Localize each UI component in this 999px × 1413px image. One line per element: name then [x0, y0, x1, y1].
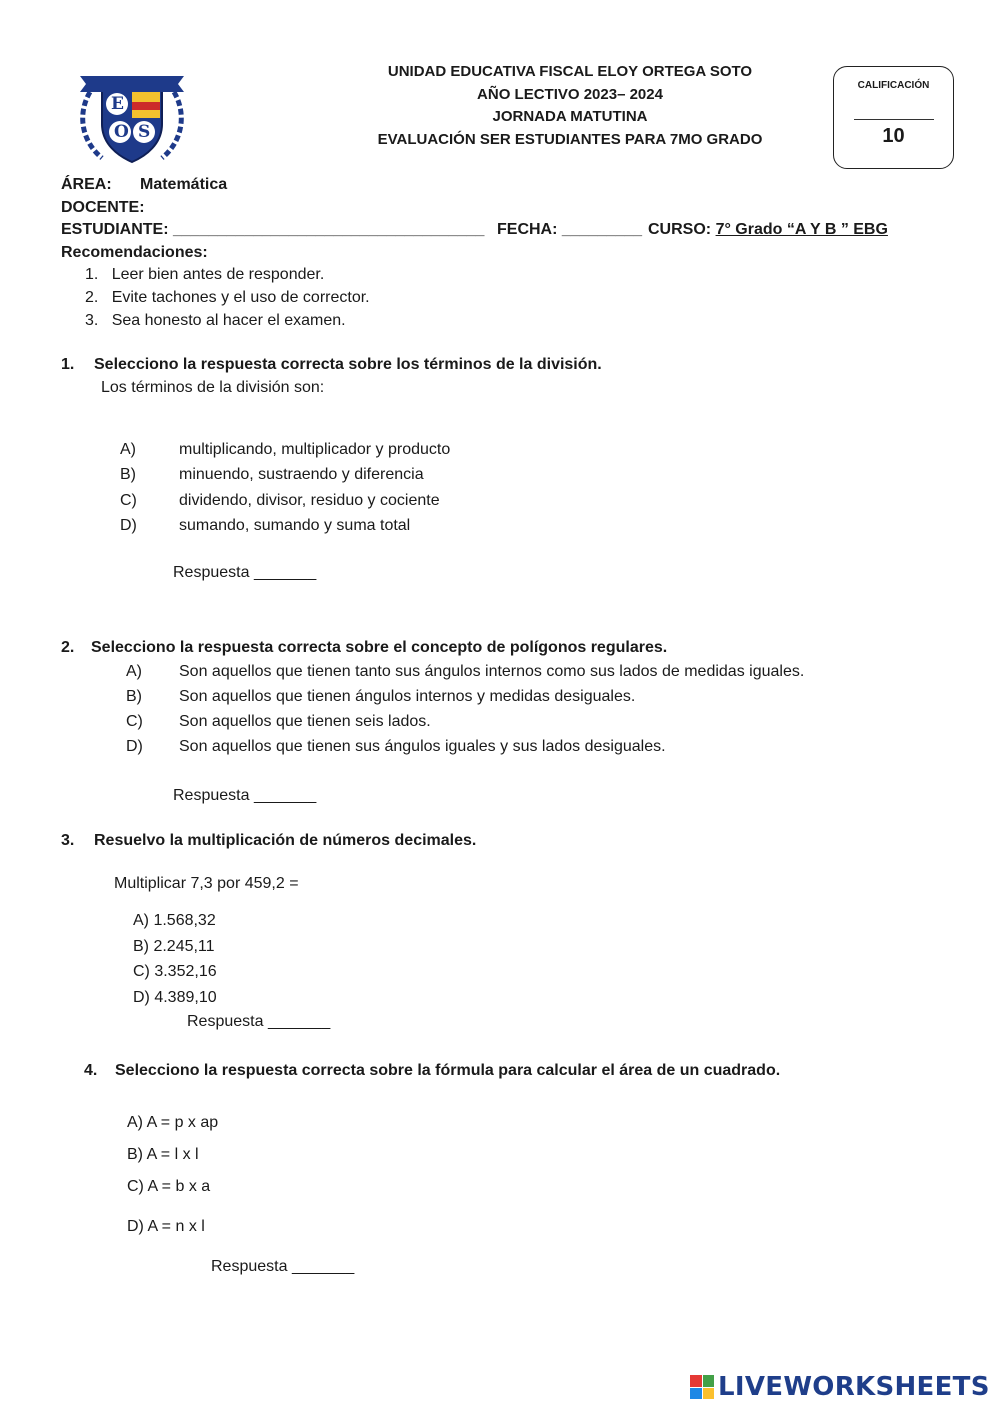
curso-value: 7° Grado “A Y B ” EBG — [715, 221, 888, 238]
question-1-number: 1. — [61, 356, 75, 373]
question-3-number: 3. — [61, 832, 75, 849]
school-logo — [72, 62, 192, 168]
student-field[interactable]: ESTUDIANTE: ___________________________________ — [61, 221, 485, 238]
question-1-title: Selecciono la respuesta correcta sobre los términos de la división. — [94, 356, 602, 373]
question-1-subtitle: Los términos de la división son: — [101, 379, 325, 396]
option-letter: A) — [126, 663, 142, 680]
answer-field[interactable]: Respuesta _______ — [173, 787, 317, 804]
question-2-number: 2. — [61, 639, 75, 656]
option-text[interactable]: C) 3.352,16 — [133, 963, 217, 980]
recommendation-item: 1. Leer bien antes de responder. — [85, 266, 325, 283]
option-letter: C) — [120, 492, 137, 509]
option-text[interactable]: minuendo, sustraendo y diferencia — [179, 466, 424, 483]
question-4-title: Selecciono la respuesta correcta sobre la fórmula para calcular el área de un cuadrado. — [115, 1062, 781, 1079]
option-text[interactable]: D) A = n x l — [127, 1218, 205, 1235]
option-letter: A) — [120, 441, 136, 458]
answer-field[interactable]: Respuesta _______ — [173, 564, 317, 581]
curso-label: CURSO: — [648, 221, 716, 238]
area-label: ÁREA: — [61, 176, 112, 193]
liveworksheets-brand[interactable] — [690, 1372, 990, 1402]
grade-label: CALIFICACIÓN — [857, 80, 930, 91]
school-year: AÑO LECTIVO 2023– 2024 — [477, 86, 663, 103]
question-4-number: 4. — [84, 1062, 98, 1079]
option-text[interactable]: Son aquellos que tienen tanto sus ángulos internos como sus lados de medidas iguales. — [179, 663, 805, 680]
grade-value: 10 — [882, 125, 905, 147]
option-text[interactable]: Son aquellos que tienen seis lados. — [179, 713, 431, 730]
docente-label: DOCENTE: — [61, 199, 145, 216]
option-text[interactable]: Son aquellos que tienen ángulos internos y medidas desiguales. — [179, 688, 636, 705]
grade-box — [833, 66, 954, 169]
fecha-field[interactable]: FECHA: _________ — [497, 221, 642, 238]
area-value: Matemática — [140, 176, 228, 193]
session: JORNADA MATUTINA — [492, 108, 648, 125]
answer-field[interactable]: Respuesta _______ — [211, 1258, 355, 1275]
liveworksheets-icon — [690, 1375, 714, 1399]
question-3-title: Resuelvo la multiplicación de números decimales. — [94, 832, 477, 849]
option-text[interactable]: A) 1.568,32 — [133, 912, 216, 929]
option-letter: B) — [126, 688, 142, 705]
recommendation-item: 2. Evite tachones y el uso de corrector. — [85, 289, 370, 306]
evaluation-title: EVALUACIÓN SER ESTUDIANTES PARA 7MO GRADO — [377, 131, 763, 148]
option-letter: C) — [126, 713, 143, 730]
logo-letter-s: S — [138, 122, 151, 142]
option-text[interactable]: B) A = l x l — [127, 1146, 199, 1163]
option-text[interactable]: Son aquellos que tienen sus ángulos iguales y sus lados desiguales. — [179, 738, 666, 755]
grade-divider — [854, 119, 934, 120]
logo-letter-e: E — [111, 94, 124, 114]
option-text[interactable]: B) 2.245,11 — [133, 938, 215, 955]
question-2-title: Selecciono la respuesta correcta sobre el concepto de polígonos regulares. — [91, 639, 668, 656]
option-text[interactable]: dividendo, divisor, residuo y cociente — [179, 492, 440, 509]
option-text[interactable]: A) A = p x ap — [127, 1114, 219, 1131]
question-3-subtitle: Multiplicar 7,3 por 459,2 = — [114, 875, 299, 892]
option-letter: D) — [120, 517, 137, 534]
option-text[interactable]: D) 4.389,10 — [133, 989, 217, 1006]
logo-ribbon-text: "ELOY ORTEGA SOTO" — [100, 69, 179, 76]
option-letter: B) — [120, 466, 136, 483]
school-name: UNIDAD EDUCATIVA FISCAL ELOY ORTEGA SOTO — [387, 63, 753, 80]
recommendation-item: 3. Sea honesto al hacer el examen. — [85, 312, 346, 329]
option-letter: D) — [126, 738, 143, 755]
brand-text: LIVEWORKSHEETS — [718, 1372, 990, 1402]
option-text[interactable]: sumando, sumando y suma total — [179, 517, 411, 534]
answer-field[interactable]: Respuesta _______ — [187, 1013, 331, 1030]
logo-letter-o: O — [114, 122, 129, 142]
option-text[interactable]: multiplicando, multiplicador y producto — [179, 441, 451, 458]
option-text[interactable]: C) A = b x a — [127, 1178, 211, 1195]
recommendations-title: Recomendaciones: — [61, 244, 208, 261]
